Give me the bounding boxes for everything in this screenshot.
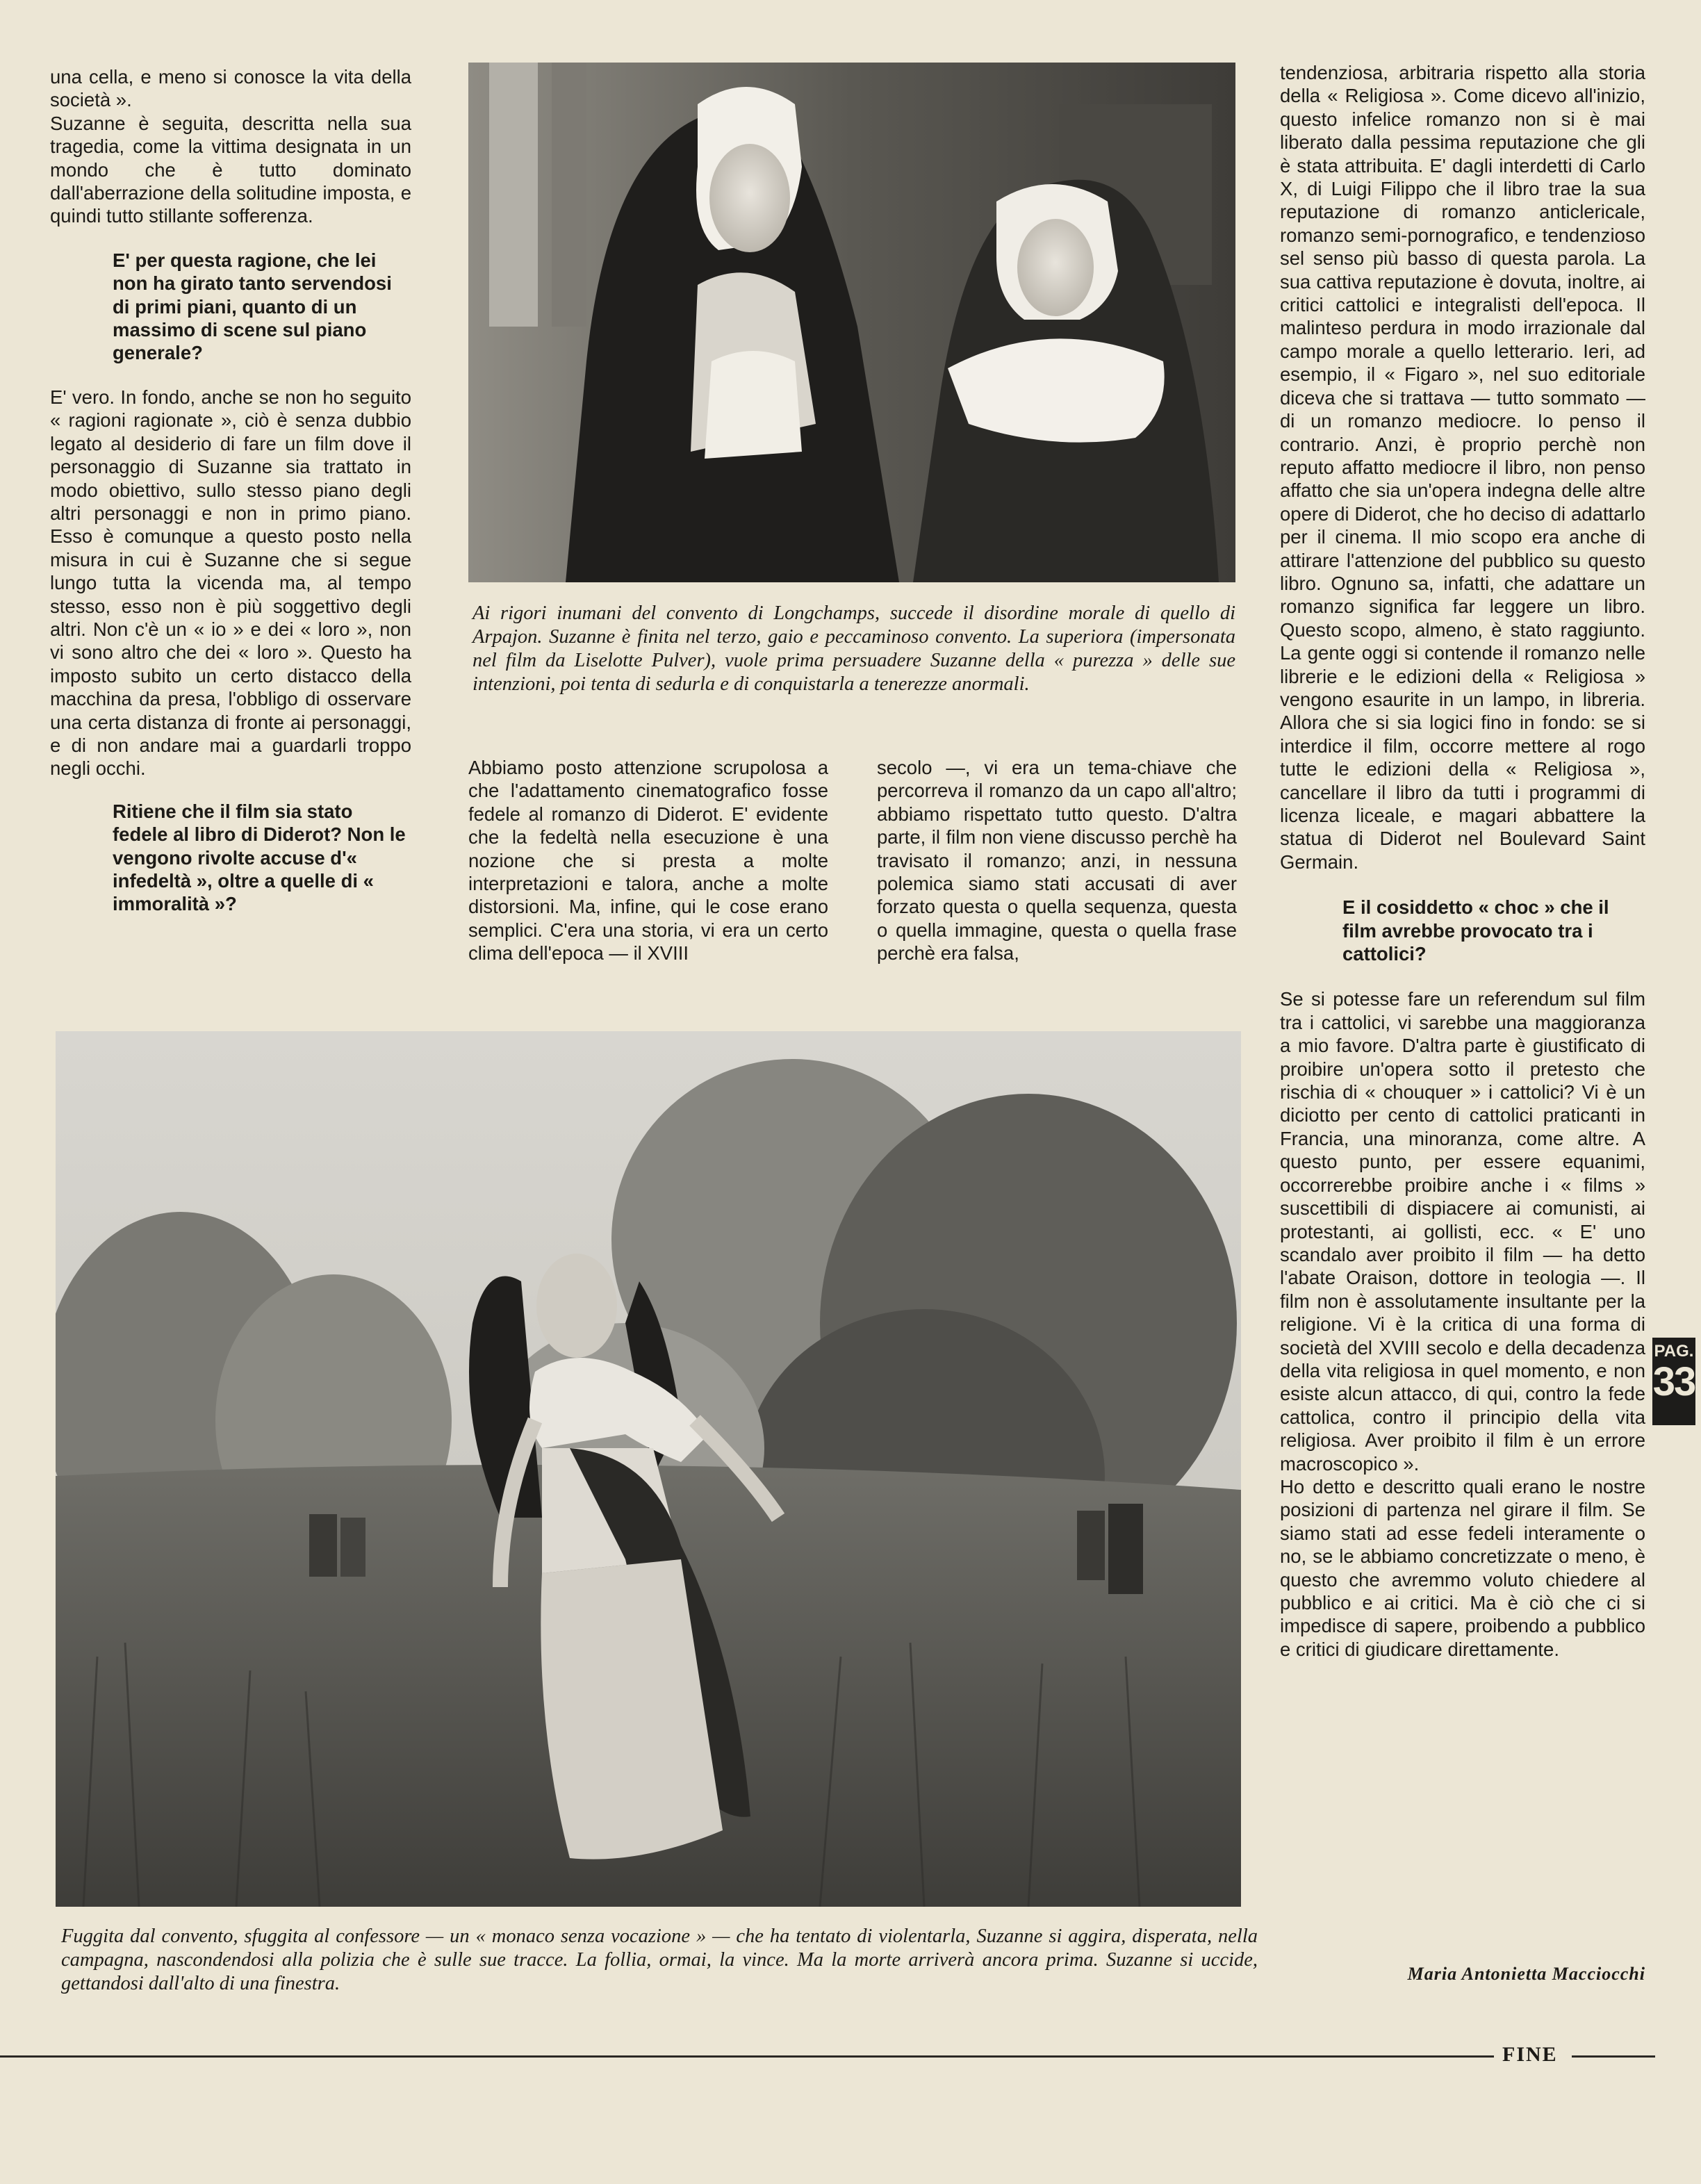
paragraph: secolo —, vi era un tema-chiave che percorreva il romanzo da un capo all'altro; abbiamo rispettato tutto questo. D'altra parte, il film non viene discusso perchè ha travisato il romanzo; anzi, in nessuna polemica siamo stati accusati di aver forzato questa o quella sequenza, questa o quella immagine, questa o quella frase perchè era falsa,	[877, 757, 1237, 964]
author-byline: Maria Antonietta Macciocchi	[1407, 1964, 1645, 1984]
paragraph: Ho detto e descritto quali erano le nostre posizioni di partenza nel girare il film. Se siamo stati ad esse fedeli interamente o no, se le abbiamo concretizzate o meno, è questo che avremmo voluto chiedere al pubblico e ai critici. Ma è ciò che ci si impedisce di sapere, proibendo a pubblico e critici di giudicare direttamente.	[1280, 1475, 1645, 1660]
photo-two-nuns-image	[468, 63, 1235, 582]
paragraph: Abbiamo posto attenzione scrupolosa a che l'adattamento cinematografico fosse fedele al romanzo di Diderot. E' evidente che la fedeltà nella esecuzione è una nozione che si presta a molte interpretazioni e talora, anche a molte distorsioni. Ma, infine, qui le cose erano semplici. C'era una storia, vi era un certo clima dell'epoca — il XVIII	[468, 757, 828, 964]
interview-question: E' per questa ragione, che lei non ha girato tanto servendosi di primi piani, quanto di un massimo di scene sul piano generale?	[113, 249, 392, 364]
paragraph: E' vero. In fondo, anche se non ho seguito « ragioni ragionate », ciò è senza dubbio legato al desiderio di fare un film dove il personaggio di Suzanne sia trattato in modo obiettivo, sullo stesso piano degli altri personaggi e non in primo piano. Esso è comunque a questo posto nella misura in cui è Suzanne che si segue lungo tutta la vicenda ma, al tempo stesso, esso non è più soggettivo degli altri. Non c'è un « io » e dei « loro », non vi sono altro che dei « loro ». Questo ha imposto subito un certo distacco della macchina da presa, l'obbligo di osservare una certa distanza di fronte ai personaggi, e di non andare mai a guardarli troppo negli occhi.	[50, 386, 411, 780]
photo-suzanne-field	[56, 1031, 1241, 1907]
photo-caption-bottom: Fuggita dal convento, sfuggita al confessore — un « monaco senza vocazione » — che ha tentato di violentarla, Suzanne si aggira, disperata, nella campagna, nascondendosi alla polizia che è sulle sue tracce. La follia, ormai, la vince. Ma la morte arriverà ancora prima. Suzanne si uccide, gettandosi dall'alto di una finestra.	[61, 1926, 1258, 1994]
page-number: 33	[1652, 1359, 1695, 1404]
column-2	[468, 756, 828, 965]
photo-suzanne-field-image	[56, 1031, 1241, 1907]
column-4	[1280, 61, 1645, 1661]
column-3	[877, 756, 1237, 965]
footer-rule-right	[1572, 2055, 1655, 2058]
interview-question: Ritiene che il film sia stato fedele al libro di Diderot? Non le vengono rivolte accuse d'« infedeltà », oltre a quelle di « immoralità »?	[113, 800, 406, 915]
photo-two-nuns	[468, 63, 1235, 582]
page-label: PAG.	[1654, 1342, 1694, 1361]
paragraph: Suzanne è seguita, descritta nella sua tragedia, come la vittima designata in un mondo che è tutto dominato dall'aberrazione della solitudine imposta, e quindi tutto stillante sofferenza.	[50, 112, 411, 227]
end-mark: FINE	[1502, 2043, 1558, 2066]
photo-caption-top: Ai rigori inumani del convento di Longchamps, succede il disordine morale di quello di Arpajon. Suzanne è finita nel terzo, gaio e peccaminoso convento. La superiora (impersonata nel film da Liselotte Pulver), vuole prima persuadere Suzanne della « purezza » delle sue intenzioni, poi tenta di sedurla e di conquistarla a tenerezze anormali.	[472, 602, 1235, 695]
interview-question: E il cosiddetto « choc » che il film avrebbe provocato tra i cattolici?	[1342, 896, 1609, 965]
page-number-tab	[1652, 1338, 1695, 1425]
paragraph: tendenziosa, arbitraria rispetto alla storia della « Religiosa ». Come dicevo all'inizio, questo infelice romanzo non si è mai liberato dalla pessima reputazione che gli è stata attribuita. E' dagli interdetti di Carlo X, di Luigi Filippo che il libro trae la sua reputazione di romanzo anticlericale, romanzo semi-pornografico, e tendenzioso sel senso più basso di questa parola. La sua cattiva reputazione è dovuta, inoltre, ai critici cattolici e integralisti dell'epoca. Il malinteso perdura in modo irrazionale dal campo morale a quello letterario. Ieri, ad esempio, il « Figaro », nel suo editoriale diceva che si trattava — tutto sommato — di un romanzo mediocre. Io penso il contrario. Anzi, è proprio perchè non reputo affatto mediocre il libro, non penso affatto che sia un'opera indegna delle altre opere di Diderot, che ho deciso di adattarlo per il cinema. Il mio scopo era anche di attirare l'attenzione del pubblico su questo libro. Ognuno sa, infatti, che adattare un romanzo significa far leggere un libro. Questo scopo, almeno, è stato raggiunto. La gente oggi si contende il romanzo nelle librerie e le edizioni della « Religiosa » vengono esaurite in un lampo, in libreria. Allora che si sia logici fino in fondo: se si interdice il film, occorre mettere al rogo tutte le edizioni della « Religiosa », cancellare il libro da tutti i programmi di licenza liceale, e magari abbattere la statua di Diderot nel Boulevard Saint Germain.	[1280, 62, 1645, 873]
column-1	[50, 65, 411, 937]
paragraph: Se si potesse fare un referendum sul film tra i cattolici, vi sarebbe una maggioranza a mio favore. D'altra parte è giustificato di proibire un'opera sotto il pretesto che rischia di « chouquer » i cattolici? Vi è un diciotto per cento di cattolici praticanti in Francia, una minoranza, come altre. A questo punto, per essere equanimi, occorrerebbe proibire anche i « films » suscettibili di dispiacere ai comunisti, ai protestanti, ai gollisti, ecc. « E' uno scandalo aver proibito il film — ha detto l'abate Oraison, dottore in teologia —. Il film non è assolutamente insultante per la religione. Vi è la critica di una forma di società del XVIII secolo e della decadenza della vita religiosa in quel momento, e non esiste alcun attacco, di qui, contro la fede cattolica, contro il principio della vita religiosa. Aver proibito il film è un errore macroscopico ».	[1280, 988, 1645, 1475]
footer-rule-left	[0, 2055, 1494, 2058]
paragraph: una cella, e meno si conosce la vita della società ».	[50, 66, 411, 111]
